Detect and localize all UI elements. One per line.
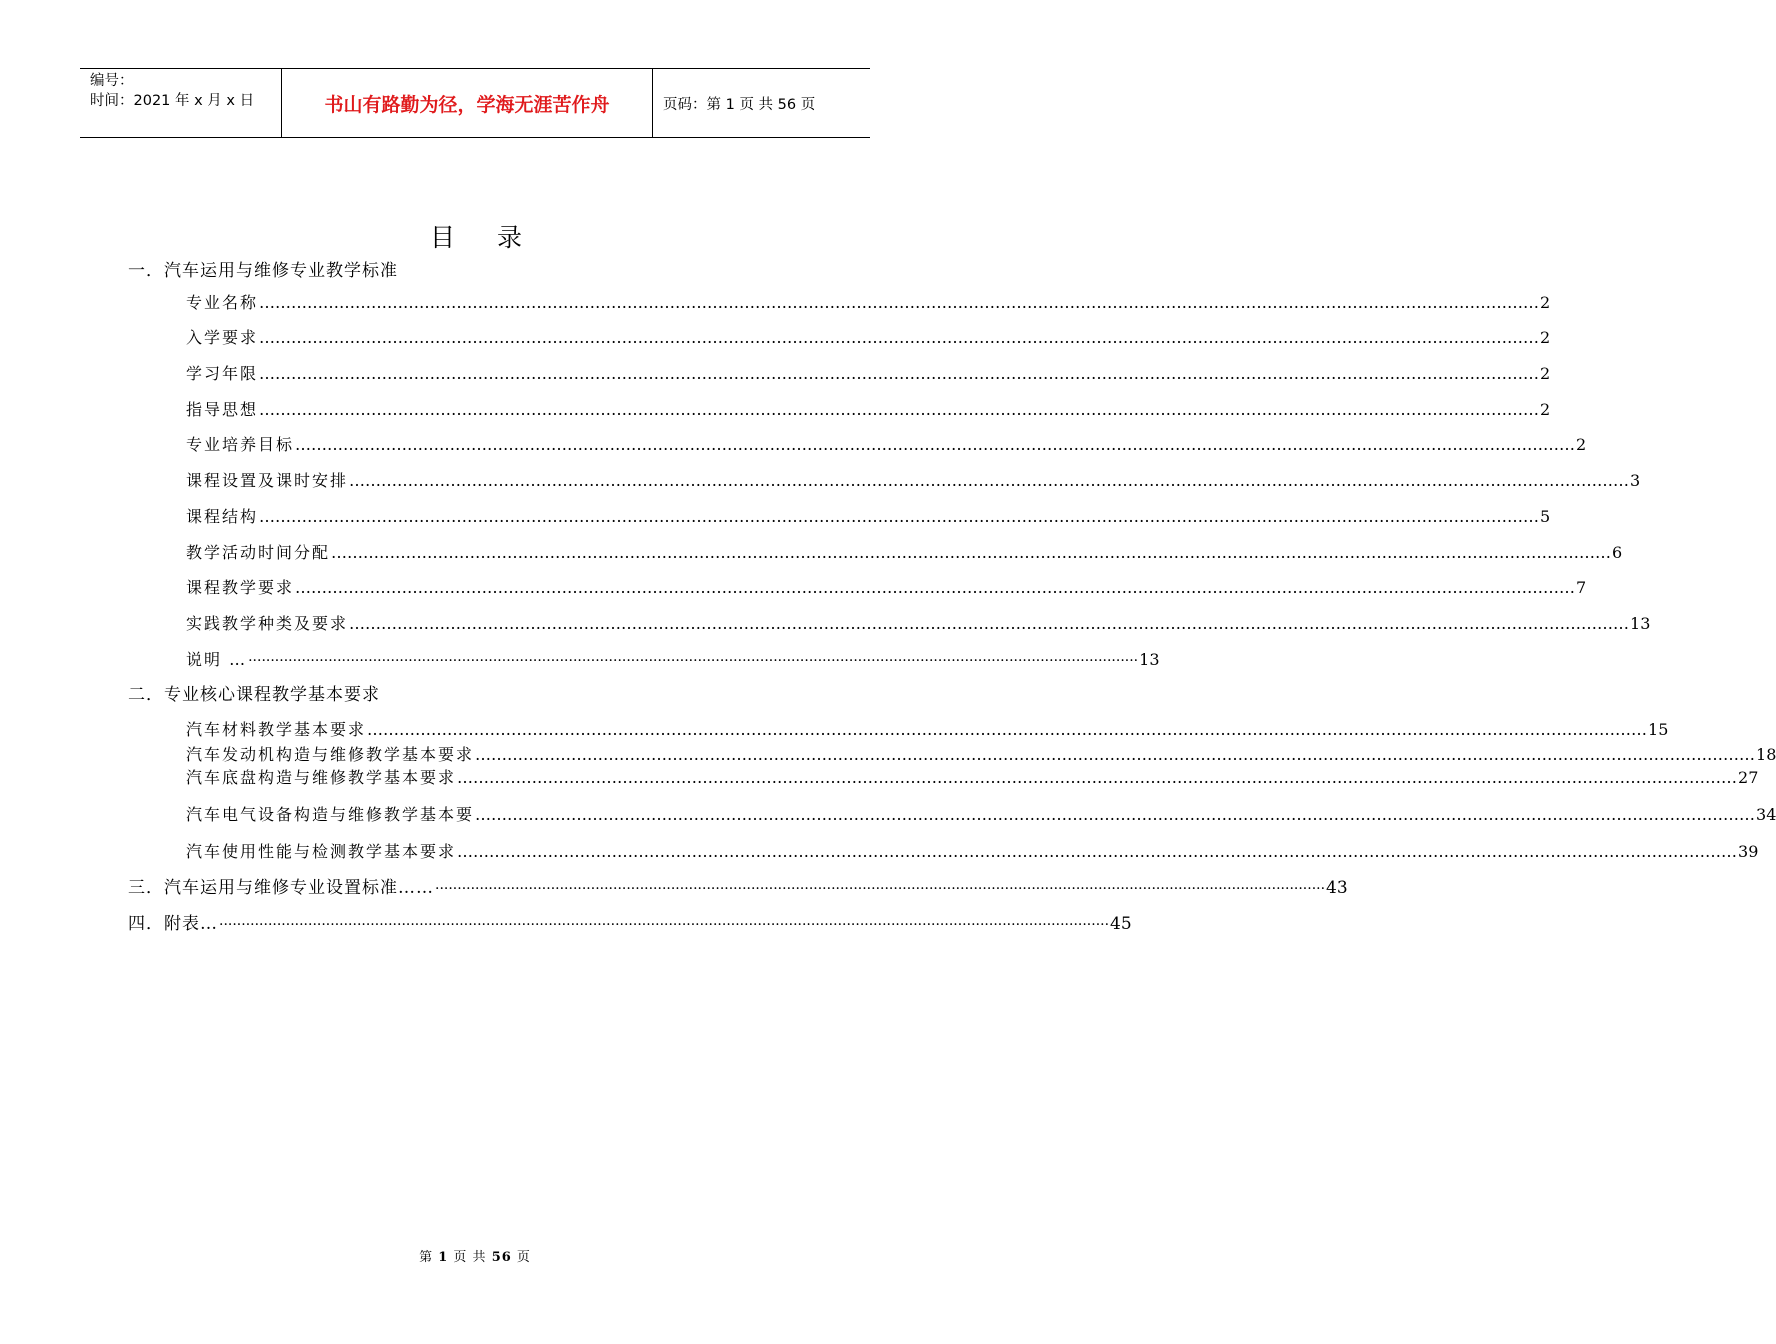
toc-leader-dots: …………………………………………………………………………………………………………………………………………………………………………………………………………………… [259,400,1540,419]
toc-leader-dots: …………………………………………………………………………………………………………………………………………………………………………………………………………………… [259,293,1540,312]
toc-entry-label: 汽车电气设备构造与维修教学基本要 [186,805,475,824]
toc-entry-label: 专业名称 [186,293,259,312]
toc-section-4[interactable] [128,913,1132,935]
toc-entry-page: 2 [1576,435,1587,454]
footer-total-pages: 56 [491,1250,512,1265]
toc-entry[interactable] [186,292,1551,314]
toc-leader-dots: …………………………………………………………………………………………………………………………………………………………………………………………………………………… [367,720,1648,739]
toc-section-3[interactable] [128,877,1348,899]
toc-section-1[interactable]: 一．汽车运用与维修专业教学标准 [128,261,398,281]
toc-entry-label: 专业培养目标 [186,435,295,454]
page-footer [0,1246,950,1265]
toc-entry[interactable] [186,506,1551,528]
toc-section-2[interactable]: 二．专业核心课程教学基本要求 [128,685,380,705]
toc-entry[interactable] [186,399,1551,421]
toc-entry[interactable] [186,744,1776,766]
toc-leader-dots: …………………………………………………………………………………………………………………………………………………………………………………………………………………… [349,614,1630,633]
toc-entry[interactable] [186,841,1759,863]
toc-entry-page: 2 [1540,364,1551,383]
toc-entry-label: 课程结构 [186,507,259,526]
toc-entry[interactable] [186,804,1776,826]
toc-entry-label: 入学要求 [186,328,259,347]
toc-entry-label: 汽车发动机构造与维修教学基本要求 [186,745,475,764]
toc-entry-page: 18 [1756,745,1776,764]
toc-entry-page: 6 [1612,543,1623,562]
toc-title-left: 目 [429,223,457,252]
toc-leader-dots: …………………………………………………………………………………………………………………………………………………………………………………………………………………… [259,328,1540,347]
footer-prefix: 第 [419,1250,434,1265]
toc-leader-dots: …………………………………………………………………………………………………………………………………………………………………………………………………………………… [295,435,1576,454]
toc-leader-dots: …………………………………………………………………………………………………………………………………………………………………………………………………………………… [349,471,1630,490]
header-motto: 书山有路勤为径，学海无涯苦作舟 [282,69,653,137]
toc-leader-dots: …………………………………………………………………………………………………………………………………………………………………………………………………………………… [259,364,1540,383]
toc-title-right: 录 [497,223,525,252]
header-page-info: 页码：第 1 页 共 56 页 [663,96,816,113]
toc-entry[interactable] [186,767,1759,789]
toc-entry[interactable] [186,577,1587,599]
toc-leader-dots: …………………………………………………………………………………………………………………………………………………………………………………………………………………… [475,745,1756,764]
toc-leader-dots: …………………………………………………………………………………………………………………………………………………………………………………………………………………… [457,768,1738,787]
toc-title [2,218,952,254]
toc-entry[interactable] [186,719,1669,741]
toc-entry-page: 13 [1139,650,1160,669]
toc-entry-page: 3 [1630,471,1641,490]
toc-entry-label: 指导思想 [186,400,259,419]
header-meta [80,69,282,137]
number-label: 编号： [90,73,134,89]
toc-entry[interactable] [186,470,1641,492]
footer-middle: 页 共 [453,1250,487,1265]
toc-entry[interactable] [186,649,1160,671]
toc-entry-page: 43 [1326,878,1348,898]
toc-entry-label: 课程教学要求 [186,578,295,597]
toc-entry-page: 15 [1648,720,1669,739]
toc-leader-dots: …………………………………………………………………………………………………………………………………………………………………………………………………………………… [331,543,1612,562]
toc-entry-label: 实践教学种类及要求 [186,614,349,633]
toc-entry-label: 汽车材料教学基本要求 [186,720,367,739]
time-label: 时间：2021 年 x 月 x 日 [90,93,255,109]
toc-entry-page: 13 [1630,614,1651,633]
toc-entry-label: 汽车底盘构造与维修教学基本要求 [186,768,457,787]
toc-entry[interactable] [186,542,1623,564]
toc-leader-dots: ········································································································································································································ [219,917,1110,933]
toc-entry-page: 39 [1738,842,1759,861]
toc-entry-label: 四．附表… [128,914,218,934]
toc-entry[interactable] [186,327,1551,349]
toc-entry[interactable] [186,363,1551,385]
toc-leader-dots: …………………………………………………………………………………………………………………………………………………………………………………………………………………… [295,578,1576,597]
toc-entry[interactable] [186,613,1651,635]
toc-entry-label: 课程设置及课时安排 [186,471,349,490]
toc-entry-page: 45 [1110,914,1132,934]
toc-leader-dots: …………………………………………………………………………………………………………………………………………………………………………………………………………………… [475,805,1756,824]
toc-entry-page: 2 [1540,400,1551,419]
toc-entry-page: 5 [1540,507,1551,526]
toc-leader-dots: ········································································································································································································ [435,881,1326,897]
footer-page-number: 1 [438,1250,449,1265]
toc-leader-dots: …………………………………………………………………………………………………………………………………………………………………………………………………………………… [259,507,1540,526]
toc-entry-label: 教学活动时间分配 [186,543,331,562]
toc-entry-page: 7 [1576,578,1587,597]
toc-entry-page: 2 [1540,328,1551,347]
toc-entry-label: 三．汽车运用与维修专业设置标准…… [128,878,434,898]
toc-entry-label: 学习年限 [186,364,259,383]
toc-leader-dots: ········································································································································································································ [248,653,1139,669]
toc-entry-page: 34 [1756,805,1776,824]
toc-entry-page: 27 [1738,768,1759,787]
toc-leader-dots: …………………………………………………………………………………………………………………………………………………………………………………………………………………… [457,842,1738,861]
toc-entry-label: 汽车使用性能与检测教学基本要求 [186,842,457,861]
toc-entry-label: 说明 … [186,650,248,669]
toc-entry[interactable] [186,434,1587,456]
page-header [80,68,870,138]
toc-entry-page: 2 [1540,293,1551,312]
footer-suffix: 页 [516,1250,531,1265]
